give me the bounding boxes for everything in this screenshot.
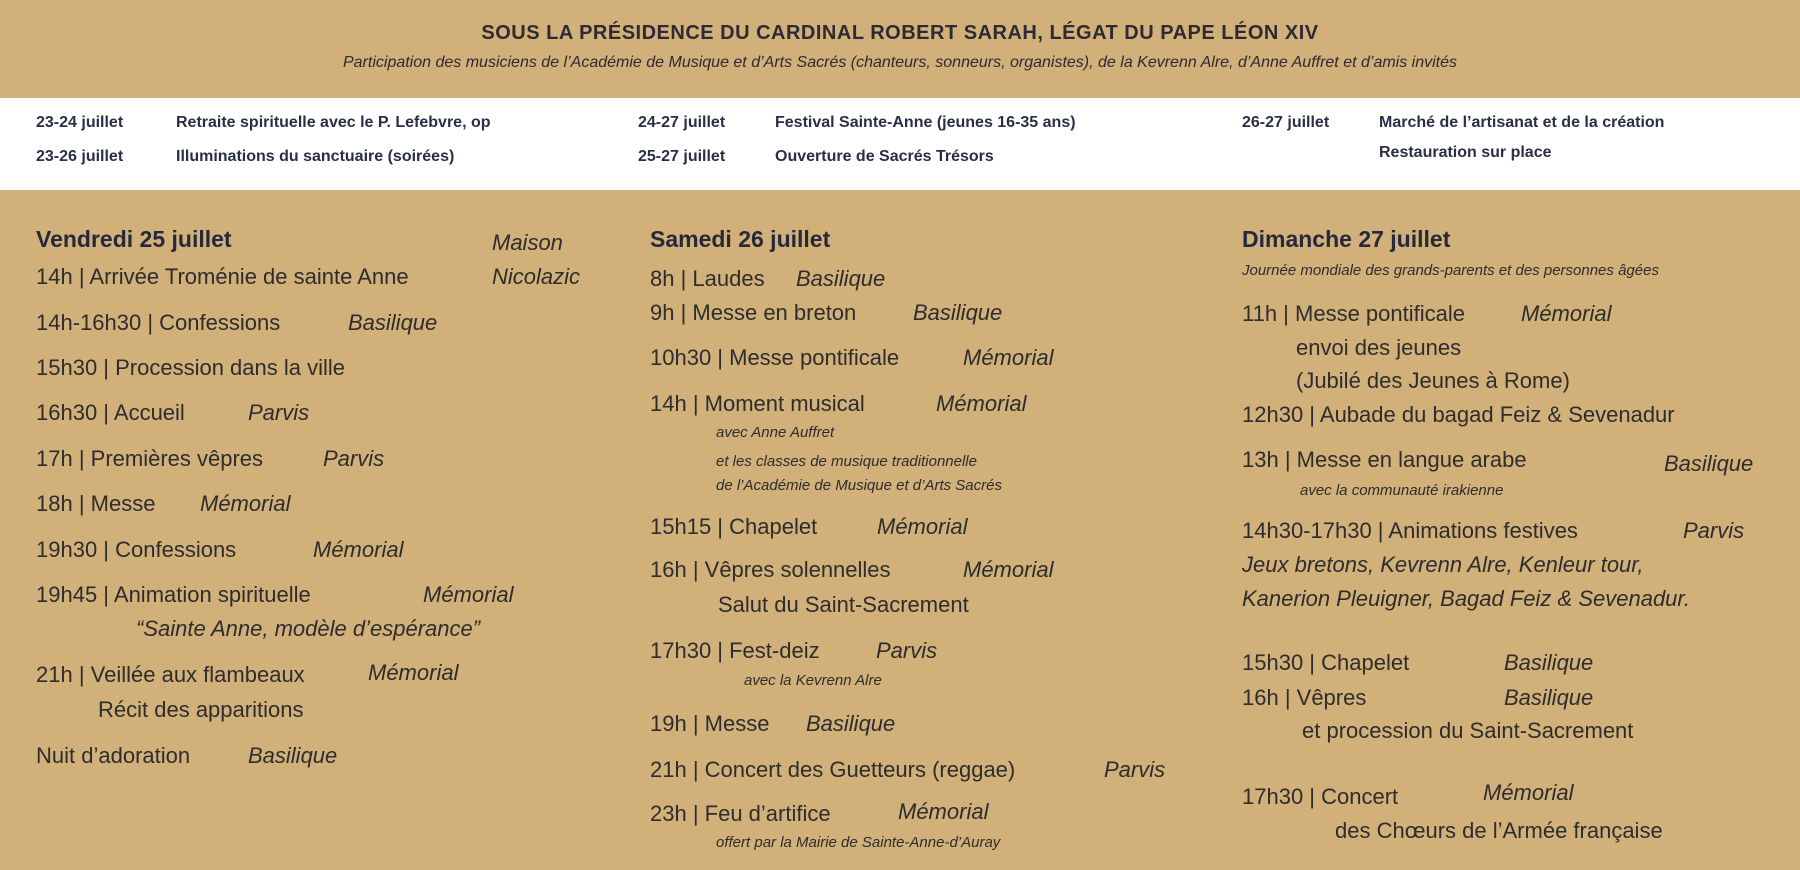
schedule-item: 15h30 | Chapelet (1242, 650, 1410, 675)
band-event (1242, 114, 1665, 161)
location-label: Maison (492, 230, 563, 255)
band-event-text: Festival Sainte-Anne (jeunes 16-35 ans) (775, 114, 1076, 131)
band-event (36, 114, 491, 132)
location-label: Basilique (913, 300, 1003, 325)
schedule-subtitle: Jeux bretons, Kevrenn Alre, Kenleur tour, (1242, 552, 1644, 577)
location-label: Parvis (876, 638, 938, 663)
schedule-item: 19h30 | Confessions (36, 537, 237, 562)
page-title: SOUS LA PRÉSIDENCE DU CARDINAL ROBERT SARAH, LÉGAT DU PAPE LÉON XIV (481, 22, 1319, 44)
schedule-subtitle: envoi des jeunes (1296, 335, 1462, 360)
location-label: Basilique (248, 743, 338, 768)
schedule-item: 14h | Moment musical (650, 391, 865, 416)
location-label: Mémorial (200, 491, 291, 516)
schedule-item: 19h | Messe (650, 711, 770, 736)
schedule-item: 17h30 | Concert (1242, 784, 1399, 809)
day-title: Samedi 26 juillet (650, 226, 831, 252)
schedule-note: avec la Kevrenn Alre (744, 672, 882, 689)
location-label: Mémorial (877, 514, 968, 539)
location-label: Mémorial (936, 391, 1027, 416)
band-event-date: 23-24 juillet (36, 114, 124, 131)
band-event-date: 25-27 juillet (638, 148, 726, 165)
schedule-subtitle: Kanerion Pleuigner, Bagad Feiz & Sevenadur. (1242, 586, 1691, 611)
location-label: Basilique (348, 310, 438, 335)
events-band (0, 98, 1800, 190)
location-label: Mémorial (368, 660, 459, 685)
band-event-text: Retraite spirituelle avec le P. Lefebvre, op (176, 114, 491, 131)
schedule-item: 9h | Messe en breton (650, 300, 857, 325)
schedule-item: 16h | Vêpres solennelles (650, 557, 891, 582)
schedule-item: 16h30 | Accueil (36, 400, 185, 425)
location-label: Mémorial (898, 799, 989, 824)
band-event-date: 26-27 juillet (1242, 114, 1330, 131)
location-label: Mémorial (313, 537, 404, 562)
schedule-note: avec Anne Auffret (716, 424, 835, 441)
schedule-item: 14h | Arrivée Troménie de sainte Anne (36, 264, 409, 289)
page-subtitle: Participation des musiciens de l’Académie de Musique et d’Arts Sacrés (chanteurs, sonneurs, organistes), de la Kevrenn Alre, d’Anne Auffret et d’amis invités (342, 54, 1458, 71)
header (0, 0, 1800, 95)
schedule-note: avec la communauté irakienne (1300, 482, 1504, 499)
location-label: Basilique (1664, 451, 1754, 476)
schedule-note: offert par la Mairie de Sainte-Anne-d’Auray (716, 834, 1001, 851)
schedule-item: 18h | Messe (36, 491, 156, 516)
schedule-item: 8h | Laudes (650, 266, 765, 291)
location-label: Parvis (1104, 757, 1166, 782)
schedule-item: 21h | Concert des Guetteurs (reggae) (650, 757, 1016, 782)
location-label: Basilique (796, 266, 886, 291)
location-label: Mémorial (963, 345, 1054, 370)
schedule-subtitle: “Sainte Anne, modèle d’espérance” (136, 616, 481, 641)
day-title: Vendredi 25 juillet (36, 226, 232, 252)
schedule-item: 11h | Messe pontificale (1242, 301, 1465, 326)
day-note: Journée mondiale des grands-parents et des personnes âgées (1242, 262, 1659, 279)
location-label: Basilique (806, 711, 896, 736)
schedule-item: 15h30 | Procession dans la ville (36, 355, 346, 380)
band-event-text: Marché de l’artisanat et de la création (1379, 114, 1665, 131)
schedule-item: Nuit d’adoration (36, 743, 191, 768)
schedule-note: de l’Académie de Musique et d’Arts Sacrés (716, 477, 1002, 494)
schedule-subtitle: Salut du Saint-Sacrement (718, 592, 969, 617)
schedule-item: 14h30-17h30 | Animations festives (1242, 518, 1578, 543)
band-event (36, 148, 455, 166)
band-event-date: 24-27 juillet (638, 114, 726, 131)
location-label: Mémorial (1483, 780, 1574, 805)
band-event-text: Restauration sur place (1379, 144, 1552, 161)
schedule-item: 12h30 | Aubade du bagad Feiz & Sevenadur (1242, 402, 1675, 427)
location-label: Parvis (323, 446, 385, 471)
day-title: Dimanche 27 juillet (1242, 226, 1451, 252)
location-label: Parvis (248, 400, 310, 425)
location-label: Nicolazic (492, 264, 581, 289)
schedule-item: 15h15 | Chapelet (650, 514, 818, 539)
schedule-item: 10h30 | Messe pontificale (650, 345, 900, 370)
band-event (638, 148, 994, 166)
schedule-subtitle: Récit des apparitions (98, 697, 304, 722)
schedule-item: 17h30 | Fest-deiz (650, 638, 820, 663)
band-event (638, 114, 1076, 132)
schedule-subtitle: (Jubilé des Jeunes à Rome) (1296, 368, 1570, 393)
band-event-date: 23-26 juillet (36, 148, 124, 165)
band-event-text: Ouverture de Sacrés Trésors (775, 148, 994, 165)
band-event-text: Illuminations du sanctuaire (soirées) (176, 148, 455, 165)
schedule-subtitle: des Chœurs de l’Armée française (1335, 818, 1663, 843)
location-label: Parvis (1683, 518, 1745, 543)
schedule-item: 13h | Messe en langue arabe (1242, 447, 1527, 472)
schedule-item: 14h-16h30 | Confessions (36, 310, 281, 335)
schedule-item: 23h | Feu d’artifice (650, 801, 831, 826)
location-label: Basilique (1504, 650, 1594, 675)
schedule-item: 17h | Premières vêpres (36, 446, 264, 471)
schedule-item: 21h | Veillée aux flambeaux (36, 662, 305, 687)
schedule-item: 19h45 | Animation spirituelle (36, 582, 311, 607)
location-label: Mémorial (1521, 301, 1612, 326)
location-label: Mémorial (423, 582, 514, 607)
location-label: Mémorial (963, 557, 1054, 582)
schedule-note: et les classes de musique traditionnelle (716, 453, 977, 470)
location-label: Basilique (1504, 685, 1594, 710)
schedule-subtitle: et procession du Saint-Sacrement (1302, 718, 1634, 743)
schedule-item: 16h | Vêpres (1242, 685, 1367, 710)
